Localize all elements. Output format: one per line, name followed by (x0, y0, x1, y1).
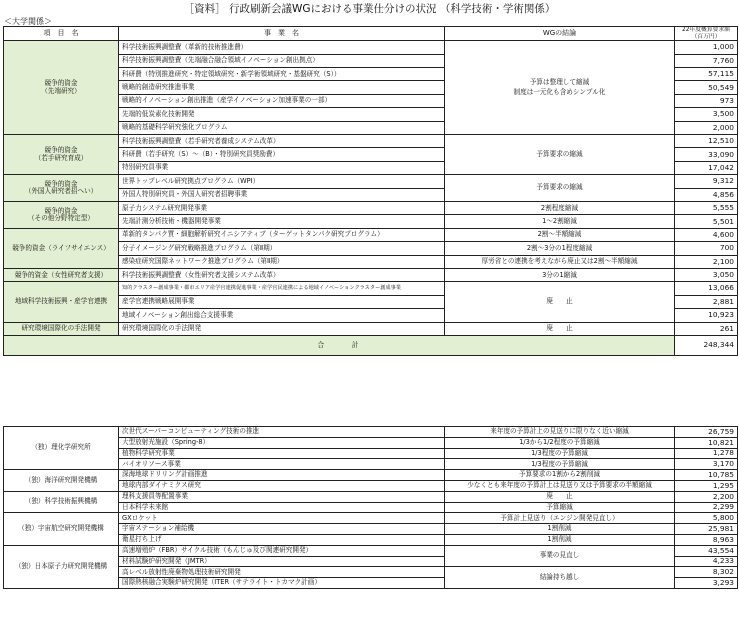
amount-cell: 5,555 (675, 202, 738, 215)
amount-cell: 10,923 (675, 309, 738, 322)
result-cell: 来年度の予算計上の見送りに限りなく近い縮減 (445, 427, 675, 438)
header-program: 事 業 名 (119, 27, 445, 41)
amount-cell: 25,981 (675, 524, 738, 535)
table-row (4, 175, 738, 188)
result-cell (445, 282, 675, 322)
program-name: 国際熱核融合実験炉研究開発（ITER（サテライト・トカマク計画） (119, 578, 445, 589)
amount-cell: 700 (675, 242, 738, 255)
program-name: 次世代スーパーコンピューティング技術の推進 (119, 427, 445, 438)
program-name: 科研費（特別推進研究・特定領域研究・新学術領域研究・基盤研究（S）） (119, 68, 445, 81)
program-name: 産学官連携戦略展開事業 (119, 295, 445, 308)
amount-cell: 3,500 (675, 108, 738, 121)
table-row (4, 545, 738, 556)
category-cell: 競争的資金（女性研究者支援） (4, 268, 119, 281)
result-cell: 1/3程度の予算縮減 (445, 459, 675, 470)
section-label: ＜大学関係＞ (4, 17, 52, 26)
amount-cell: 2,000 (675, 121, 738, 134)
result-cell: 予算縮減 (445, 502, 675, 513)
category-cell: 競争的資金 （若手研究育成） (4, 135, 119, 175)
amount-cell: 1,295 (675, 480, 738, 491)
program-name: 科学技術振興調整費（若手研究者養成システム改革） (119, 135, 445, 148)
result-cell: 2割～3分の1程度縮減 (445, 242, 675, 255)
amount-cell: 13,066 (675, 282, 738, 295)
program-name: 先端的低炭素化技術開発 (119, 108, 445, 121)
program-name: 研究環境国際化の手法開発 (119, 322, 445, 335)
amount-cell: 261 (675, 322, 738, 335)
program-name: 先端計測分析技術・機器開発事業 (119, 215, 445, 228)
program-name: 知的クラスター創成事業・都市エリア産学官連携促進事業・産学官民連携による地域イノベーションクラスター創成事業 (119, 282, 445, 295)
amount-cell: 4,600 (675, 228, 738, 241)
amount-cell: 3,050 (675, 268, 738, 281)
amount-cell: 17,042 (675, 161, 738, 174)
program-name: 植物科学研究事業 (119, 448, 445, 459)
program-name: GXロケット (119, 513, 445, 524)
agency-name: （独）日本原子力研究開発機構 (4, 545, 119, 588)
table-row (4, 202, 738, 215)
category-cell: 競争的資金 （先端研究） (4, 41, 119, 135)
result-cell: 少なくとも来年度の予算計上は見送り又は予算要求の半額縮減 (445, 480, 675, 491)
total-amount: 248,344 (675, 335, 738, 355)
program-name: 科学技術振興調整費（革新的技術推進費） (119, 41, 445, 54)
total-label: 合 計 (4, 335, 675, 355)
result-cell: 2割～半額縮減 (445, 228, 675, 241)
program-name: 戦略的創造研究推進事業 (119, 81, 445, 94)
program-name: 分子イメージング研究戦略推進プログラム（第Ⅱ期） (119, 242, 445, 255)
table-row (4, 491, 738, 502)
program-name: 理科支援員等配置事業 (119, 491, 445, 502)
amount-cell: 5,800 (675, 513, 738, 524)
result-cell: 事業の見直し (445, 545, 675, 567)
result-cell (445, 135, 675, 175)
agency-name: （独）宇宙航空研究開発機構 (4, 513, 119, 545)
table-row (4, 470, 738, 481)
university-table (3, 26, 738, 356)
result-cell: 予算計上見送り（エンジン開発見直し） (445, 513, 675, 524)
amount-cell: 7,760 (675, 54, 738, 67)
total-row (4, 335, 738, 355)
amount-cell: 1,278 (675, 448, 738, 459)
program-name: 戦略的基礎科学研究強化プログラム (119, 121, 445, 134)
result-cell: 厚労省との連携を考えながら廃止又は2割～半額縮減 (445, 255, 675, 268)
program-name: 大型放射光施設（Spring-8） (119, 437, 445, 448)
table-row (4, 282, 738, 295)
amount-cell: 8,963 (675, 534, 738, 545)
amount-cell: 10,821 (675, 437, 738, 448)
program-name: 世界トップレベル研究拠点プログラム（WPI） (119, 175, 445, 188)
amount-cell: 3,293 (675, 578, 738, 589)
amount-cell: 2,881 (675, 295, 738, 308)
program-name: 材料試験炉研究開発（JMTR） (119, 556, 445, 567)
amount-cell: 10,785 (675, 470, 738, 481)
header-category: 項 目 名 (4, 27, 119, 41)
header-row (4, 27, 738, 41)
amount-cell: 4,856 (675, 188, 738, 201)
program-name: バイオリソース事業 (119, 459, 445, 470)
amount-cell: 1,000 (675, 41, 738, 54)
result-cell: 廃 止 (445, 322, 675, 335)
result-cell (445, 41, 675, 135)
program-name: 地球内部ダイナミクス研究 (119, 480, 445, 491)
table-row (4, 268, 738, 281)
table-row (4, 41, 738, 54)
result-line: 予算要求の縮減 (536, 183, 583, 192)
program-name: 原子力システム研究開発事業 (119, 202, 445, 215)
amount-cell: 57,115 (675, 68, 738, 81)
program-name: 感染症研究国際ネットワーク推進プログラム（第Ⅱ期） (119, 255, 445, 268)
amount-cell: 973 (675, 94, 738, 107)
amount-cell: 50,549 (675, 81, 738, 94)
program-name: 科研費（若手研究（S）～（B）・特別研究員奨励費） (119, 148, 445, 161)
amount-cell: 8,302 (675, 567, 738, 578)
program-name: 科学技術振興調整費（先端融合融合領域イノベーション創出拠点） (119, 54, 445, 67)
program-name: 革新的タンパク質・細胞解析研究イニシアティブ（ターゲットタンパク研究プログラム） (119, 228, 445, 241)
agency-name: （独）科学技術振興機構 (4, 491, 119, 513)
result-cell: 2割程度縮減 (445, 202, 675, 215)
agency-table (3, 426, 738, 589)
document-title: ［資料］ 行政刷新会議WGにおける事業仕分けの状況 （科学技術・学術関係） (183, 3, 556, 15)
result-line: 制度は一元化も含めシンプル化 (513, 88, 606, 97)
amount-cell: 43,554 (675, 545, 738, 556)
result-cell: 1割削減 (445, 524, 675, 535)
result-cell: 結論持ち越し (445, 567, 675, 589)
program-name: 衛星打ち上げ (119, 534, 445, 545)
amount-cell: 3,170 (675, 459, 738, 470)
result-cell (445, 175, 675, 202)
result-cell: 廃 止 (445, 491, 675, 502)
table-row (4, 513, 738, 524)
program-name: 高レベル放射性廃棄物処理技術研究開発 (119, 567, 445, 578)
header-result: WGの結論 (445, 27, 675, 41)
amount-cell: 2,299 (675, 502, 738, 513)
agency-name: （独）理化学研究所 (4, 427, 119, 470)
table-row (4, 228, 738, 241)
result-cell: 1/3から1/2程度の予算縮減 (445, 437, 675, 448)
table-row (4, 322, 738, 335)
header-amount-line2: （百万円） (691, 33, 721, 40)
program-name: 戦略的イノベーション創出推進（産学イノベーション加速事業の一部） (119, 94, 445, 107)
program-name: 外国人特別研究員・外国人研究者招聘事業 (119, 188, 445, 201)
result-line: 廃 止 (546, 297, 573, 306)
amount-cell: 2,100 (675, 255, 738, 268)
amount-cell: 26,759 (675, 427, 738, 438)
category-cell: 競争的資金（ライフサイエンス） (4, 228, 119, 268)
category-cell: 競争的資金 （その他分野特定型） (4, 202, 119, 229)
amount-cell: 9,312 (675, 175, 738, 188)
program-name: 特別研究員事業 (119, 161, 445, 174)
category-cell: 研究環境国際化の手法開発 (4, 322, 119, 335)
amount-cell: 33,090 (675, 148, 738, 161)
result-cell: 予算要求の1割から2割削減 (445, 470, 675, 481)
program-name: 高速増殖炉（FBR）サイクル技術（もんじゅ及び関連研究開発） (119, 545, 445, 556)
program-name: 宇宙ステーション補給機 (119, 524, 445, 535)
program-name: 科学技術振興調整費（女性研究者支援システム改革） (119, 268, 445, 281)
category-cell: 地域科学技術振興・産学官連携 (4, 282, 119, 322)
result-cell: 1～2割縮減 (445, 215, 675, 228)
amount-cell: 5,501 (675, 215, 738, 228)
program-name: 日本科学未来館 (119, 502, 445, 513)
result-cell: 1割削減 (445, 534, 675, 545)
table-row (4, 135, 738, 148)
program-name: 深海地球ドリリング計画推進 (119, 470, 445, 481)
result-line: 予算は整理して縮減 (529, 77, 590, 86)
table-row (4, 427, 738, 438)
amount-cell: 4,233 (675, 556, 738, 567)
result-line: 予算要求の縮減 (536, 150, 583, 158)
agency-name: （独）海洋研究開発機構 (4, 470, 119, 492)
result-cell: 1/3程度の予算縮減 (445, 448, 675, 459)
header-amount (675, 27, 738, 41)
amount-cell: 12,510 (675, 135, 738, 148)
result-cell: 3分の1縮減 (445, 268, 675, 281)
program-name: 地域イノベーション創出総合支援事業 (119, 309, 445, 322)
header-amount-line1: 22年度概算要求額 (682, 27, 730, 33)
amount-cell: 2,200 (675, 491, 738, 502)
category-cell: 競争的資金 （外国人研究者招へい） (4, 175, 119, 202)
